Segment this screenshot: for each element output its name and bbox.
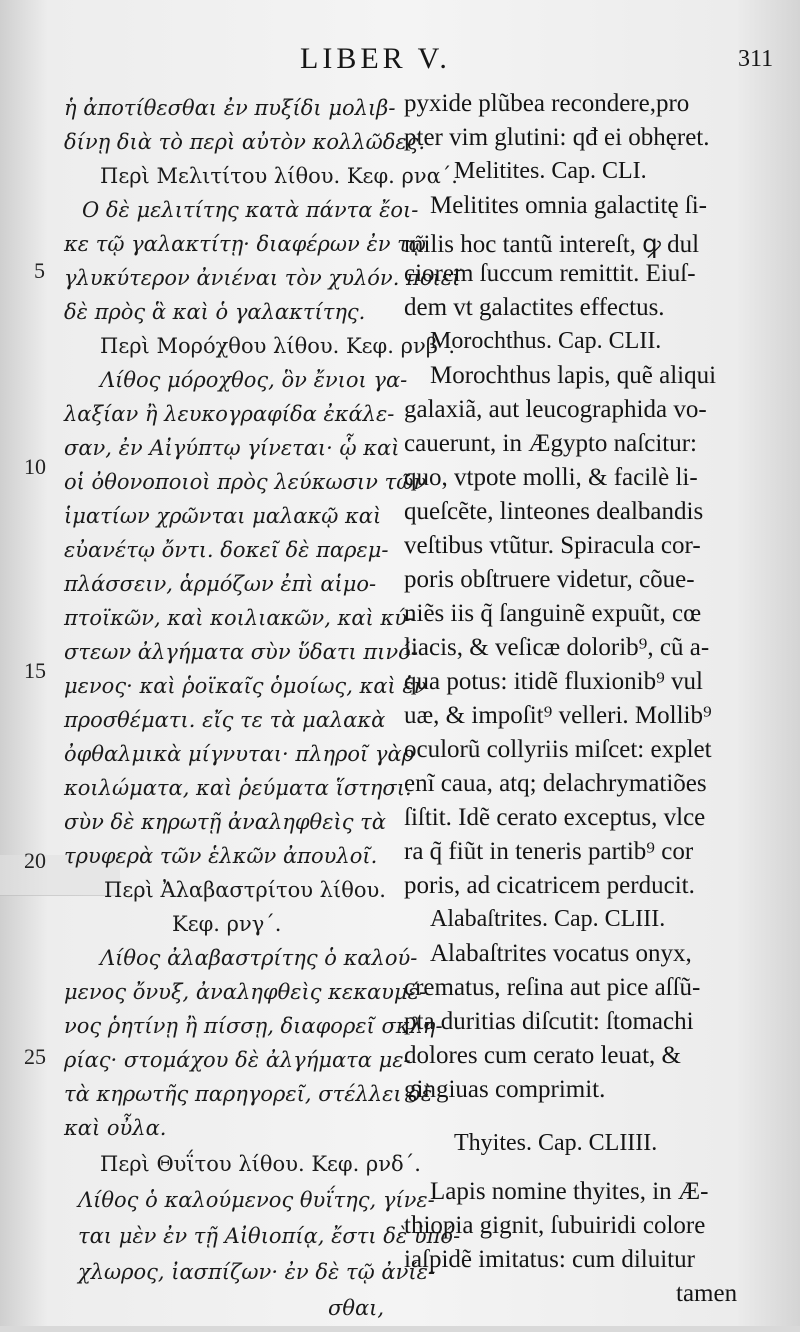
- greek-line: ρίας· στομάχου δὲ ἀλγήματα με-: [64, 1048, 411, 1072]
- greek-line: μενος· καὶ ῥοϊκαῖς ὁμοίως, καὶ ἐν: [64, 674, 427, 698]
- greek-line: πλάσσειν, ἁρμόζων ἐπὶ αἱμο-: [64, 572, 377, 596]
- latin-line: Melitites omnia galactitę ſi-: [430, 192, 708, 219]
- latin-line: ra q̃ fiũt in teneris partib⁹ cor: [404, 838, 694, 865]
- greek-line: σὺν δὲ κηρωτῇ ἀναληφθεὶς τὰ: [64, 810, 386, 834]
- latin-line: pyxide plũbea recondere,pro: [404, 90, 690, 117]
- latin-line: pter vim glutini: qđ ei obhęret.: [404, 124, 710, 151]
- greek-line: προσθέματι. εἴς τε τὰ μαλακὰ: [64, 708, 386, 732]
- latin-section-heading: Alabaſtrites. Cap. CLIII.: [430, 906, 666, 932]
- greek-line: ἱματίων χρῶνται μαλακῷ καὶ: [64, 504, 382, 528]
- line-number: 25: [24, 1044, 46, 1069]
- latin-line: niẽs iis q̃ ſanguinẽ expuũt, cœ: [404, 600, 702, 627]
- greek-line: σαν, ἐν Αἰγύπτῳ γίνεται· ᾧ καὶ: [64, 436, 400, 460]
- greek-section-heading: Περὶ Ἀλαβαστρίτου λίθου.: [104, 878, 386, 902]
- latin-line: dolores cum cerato leuat, &: [404, 1042, 681, 1069]
- latin-line: quo, vtpote molli, & facilè li-: [404, 464, 698, 491]
- latin-line: veſtibus vtũtur. Spiracula cor-: [404, 532, 701, 559]
- latin-line: poris obſtruere videtur, cõue-: [404, 566, 695, 593]
- greek-line: ἡ ἀποτίθεσθαι ἐν πυξίδι μολιβ-: [64, 96, 396, 120]
- greek-line: δὲ πρὸς ἃ καὶ ὁ γαλακτίτης.: [64, 300, 366, 324]
- greek-line: γλυκύτερον ἀνιέναι τὸν χυλόν. ποιεῖ: [64, 266, 461, 290]
- latin-line: ſiſtit. Idẽ cerato exceptus, vlce: [404, 804, 706, 831]
- latin-line: ciorem ſuccum remittit. Eiuſ-: [404, 260, 696, 287]
- latin-line: Morochthus lapis, quẽ aliqui: [430, 362, 717, 389]
- latin-section-heading: Thyites. Cap. CLIIII.: [454, 1130, 658, 1156]
- latin-line: thiopia gignit, ſubuiridi colore: [404, 1212, 706, 1239]
- latin-line: Alabaſtrites vocatus onyx,: [430, 940, 692, 967]
- latin-line: iaſpidẽ imitatus: cum diluitur: [404, 1246, 695, 1273]
- greek-line: Ο δὲ μελιτίτης κατὰ πάντα ἔοι-: [82, 198, 419, 222]
- greek-line: νος ῥητίνῃ ἢ πίσσῃ, διαφορεῖ σκλη-: [64, 1014, 443, 1038]
- greek-line: ὀφθαλμικὰ μίγνυται· πληροῖ γὰρ: [64, 742, 415, 766]
- latin-section-heading: Morochthus. Cap. CLII.: [430, 328, 662, 354]
- latin-line: enĩ caua, atq; delachrymatiões: [404, 770, 707, 797]
- greek-section-heading: Περὶ Θυΐτου λίθου. Κεφ. ρνδ΄.: [100, 1152, 421, 1176]
- greek-line: κε τῷ γαλακτίτῃ· διαφέρων ἐν τῷ: [64, 232, 426, 256]
- line-number: 15: [24, 658, 46, 683]
- latin-line: liacis, & veſicæ dolorib⁹, cũ a-: [404, 634, 710, 661]
- latin-line: gingiuas comprimit.: [404, 1076, 606, 1103]
- greek-line: μενος ὄνυξ, ἀναληφθεὶς κεκαυμέ-: [64, 980, 426, 1004]
- greek-line: οἱ ὀθονοποιοὶ πρὸς λεύκωσιν τῶν: [64, 470, 427, 494]
- greek-line: χλωρος, ἰασπίζων· ἐν δὲ τῷ ἀνίε-: [78, 1260, 435, 1284]
- greek-line: σθαι,: [328, 1296, 385, 1320]
- latin-section-heading: Melitites. Cap. CLI.: [454, 158, 647, 184]
- latin-line: Lapis nomine thyites, in Æ-: [430, 1178, 709, 1205]
- greek-line: καὶ οὖλα.: [64, 1116, 167, 1140]
- line-number: 10: [24, 454, 46, 479]
- greek-line: κοιλώματα, καὶ ῥεύματα ἵστησι.: [64, 776, 412, 800]
- greek-line: Λίθος ὁ καλούμενος θυΐτης, γίνε-: [78, 1188, 435, 1212]
- greek-line: δίνῃ διὰ τὸ περὶ αὐτὸν κολλῶδες.: [64, 130, 426, 154]
- latin-line: uæ, & impoſit⁹ velleri. Mollib⁹: [404, 702, 712, 729]
- latin-line: milis hoc tantũ intereſt, ꝙ dul: [404, 231, 700, 258]
- catchword: tamen: [676, 1280, 738, 1307]
- greek-section-heading: Περὶ Μορόχθου λίθου. Κεφ. ρνβ΄.: [100, 334, 456, 358]
- greek-line: λαξίαν ἢ λευκογραφίδα ἐκάλε-: [64, 402, 395, 426]
- page-number: 311: [738, 46, 774, 72]
- greek-line: ται μὲν ἐν τῇ Αἰθιοπίᾳ, ἔστι δὲ ὑπό-: [78, 1224, 461, 1248]
- line-number: 20: [24, 848, 46, 873]
- greek-line: εὐανέτῳ ὄντι. δοκεῖ δὲ παρεμ-: [64, 538, 389, 562]
- greek-section-heading: Περὶ Μελιτίτου λίθου. Κεφ. ρνα΄.: [100, 164, 458, 188]
- greek-line: Λίθος μόροχθος, ὃν ἔνιοι γα-: [100, 368, 408, 392]
- latin-line: dem vt galactites effectus.: [404, 294, 665, 321]
- greek-line: Λίθος ἀλαβαστρίτης ὁ καλού-: [100, 946, 418, 970]
- latin-line: poris, ad cicatricem perducit.: [404, 872, 695, 899]
- latin-line: pta duritias diſcutit: ſtomachi: [404, 1008, 694, 1035]
- running-head: LIBER V.: [300, 42, 451, 75]
- greek-line: στεων ἀλγήματα σὺν ὕδατι πινό-: [64, 640, 418, 664]
- latin-line: galaxiã, aut leucographida vo-: [404, 396, 707, 423]
- greek-line: πτοϊκῶν, καὶ κοιλιακῶν, καὶ κύ-: [64, 606, 415, 630]
- latin-line: queſcẽte, linteones dealbandis: [404, 498, 704, 525]
- line-number: 5: [34, 258, 45, 283]
- latin-line: qua potus: itidẽ fluxionib⁹ vul: [404, 668, 703, 695]
- greek-line: τρυφερὰ τῶν ἑλκῶν ἀπουλοῖ.: [64, 844, 378, 868]
- latin-line: oculorũ collyriis miſcet: explet: [404, 736, 712, 763]
- greek-chapter-number: Κεφ. ρνγ΄.: [172, 912, 282, 936]
- latin-line: cauerunt, in Ægypto naſcitur:: [404, 430, 697, 457]
- latin-line: crematus, reſina aut pice aſſũ-: [404, 974, 701, 1001]
- greek-line: τὰ κηρωτῆς παρηγορεῖ, στέλλει δὲ: [64, 1082, 433, 1106]
